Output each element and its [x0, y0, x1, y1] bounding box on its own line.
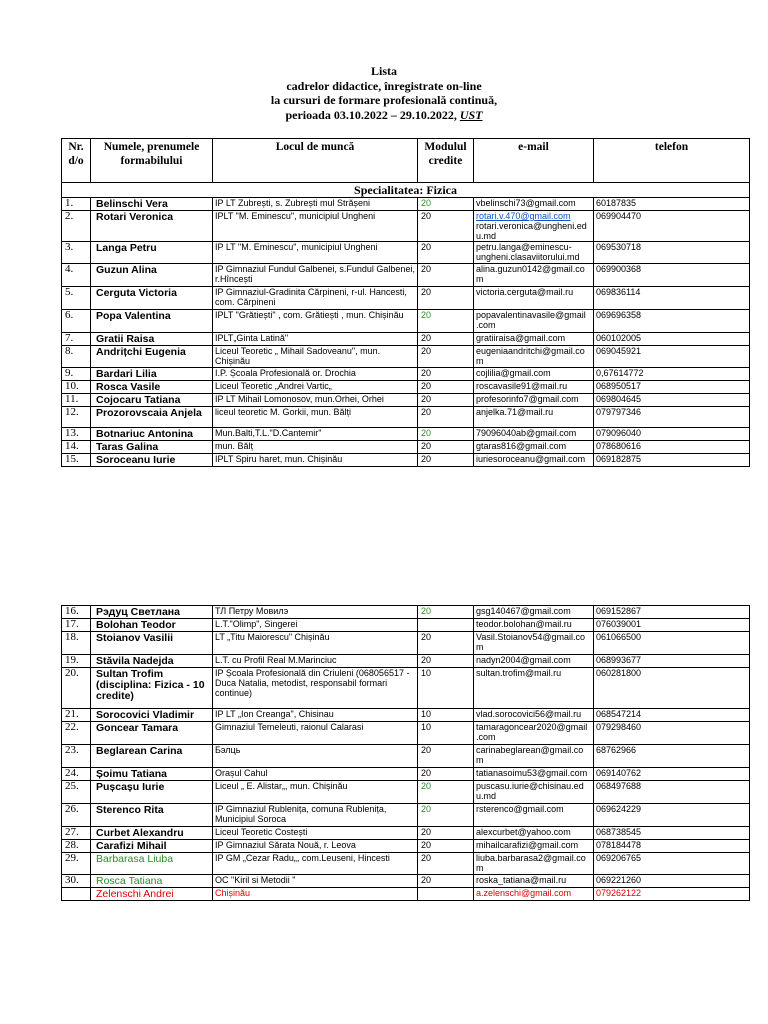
row-number-cell: 12. [62, 407, 91, 428]
credits-cell: 20 [418, 198, 474, 211]
title-line-3: la cursuri de formare profesională continuă, [270, 93, 498, 107]
credits-cell: 20 [418, 428, 474, 441]
phone-cell: 069624229 [594, 804, 750, 827]
email-cell: puscasu.iurie@chisinau.ed u.md [474, 781, 594, 804]
email-cell: gsg140467@gmail.com [474, 606, 594, 619]
email-cell: petru.langa@eminescu-ungheni.clasaviitorului.md [474, 242, 594, 264]
phone-cell: 069152867 [594, 606, 750, 619]
table-row [62, 840, 750, 853]
email-cell: popavalentinavasile@gmail .com [474, 310, 594, 333]
email-cell: roscavasile91@mail.ru [474, 381, 594, 394]
participant-name-cell: Stăvila Nadejda [91, 655, 213, 668]
credits-cell: 20 [418, 804, 474, 827]
row-number-cell: 3. [62, 242, 91, 264]
email-cell: eugeniaandritchi@gmail.co m [474, 346, 594, 368]
credits-cell: 20 [418, 287, 474, 310]
table-row [62, 722, 750, 745]
workplace-cell: ТЛ Петру Мовилэ [213, 606, 418, 619]
participant-name-cell: Stoianov Vasilii [91, 632, 213, 655]
workplace-cell: Бэлць [213, 745, 418, 768]
table-row [62, 346, 750, 368]
email-cell: tatianasoimu53@gmail.com [474, 768, 594, 781]
participant-name-cell: Belinschi Vera [91, 198, 213, 211]
credits-cell: 20 [418, 333, 474, 346]
credits-cell: 20 [418, 745, 474, 768]
participant-name-cell: Guzun Alina [91, 264, 213, 287]
row-number-cell: 6. [62, 310, 91, 333]
credits-cell: 20 [418, 632, 474, 655]
row-number-cell: 25. [62, 781, 91, 804]
phone-cell: 069140762 [594, 768, 750, 781]
row-number-cell: 11. [62, 394, 91, 407]
phone-cell: 079797346 [594, 407, 750, 428]
email-cell: sultan.trofim@mail.ru [474, 668, 594, 709]
phone-cell: 060102005 [594, 333, 750, 346]
phone-cell: 068950517 [594, 381, 750, 394]
participant-name-cell: Sterenco Rita [91, 804, 213, 827]
phone-cell: 068497688 [594, 781, 750, 804]
phone-cell: 069804645 [594, 394, 750, 407]
table-row [62, 768, 750, 781]
credits-cell: 20 [418, 394, 474, 407]
workplace-cell: Gimnaziul Temeleuti, raionul Calarasi [213, 722, 418, 745]
phone-cell: 68762966 [594, 745, 750, 768]
row-number-cell: 24. [62, 768, 91, 781]
row-number-cell: 30. [62, 875, 91, 888]
table-row [62, 198, 750, 211]
phone-cell: 060281800 [594, 668, 750, 709]
participant-name-cell: Taras Galina [91, 441, 213, 454]
phone-cell: 079262122 [594, 888, 750, 901]
table-row [62, 606, 750, 619]
workplace-cell: IPLT Spiru haret, mun. Chișinău [213, 454, 418, 467]
participant-name-cell: Andrițchi Eugenia [91, 346, 213, 368]
row-number-cell: 15. [62, 454, 91, 467]
email-cell: anjelka.71@mail.ru [474, 407, 594, 428]
participant-name-cell: Soroceanu Iurie [91, 454, 213, 467]
phone-cell: 069904470 [594, 211, 750, 242]
email-cell: alexcurbet@yahoo.com [474, 827, 594, 840]
header-name: Numele, prenumele formabilului [91, 139, 213, 183]
row-number-cell: 21. [62, 709, 91, 722]
table-row [62, 441, 750, 454]
participant-name-cell: Bardari Lilia [91, 368, 213, 381]
table-row [62, 454, 750, 467]
table-row [62, 428, 750, 441]
table-row [62, 407, 750, 428]
workplace-cell: IP LT "M. Eminescu", municipiul Ungheni [213, 242, 418, 264]
email-cell: carinabeglarean@gmail.co m [474, 745, 594, 768]
workplace-cell: I.P. Școala Profesională or. Drochia [213, 368, 418, 381]
participant-name-cell: Langa Petru [91, 242, 213, 264]
email-cell: liuba.barbarasa2@gmail.co m [474, 853, 594, 875]
workplace-cell: L.T. cu Profil Real M.Marinciuc [213, 655, 418, 668]
row-number-cell [62, 888, 91, 901]
workplace-cell: L.T."Olimp", Singerei [213, 619, 418, 632]
participant-name-cell: Botnariuc Antonina [91, 428, 213, 441]
workplace-cell: Liceul Teoretic Costești [213, 827, 418, 840]
credits-cell: 20 [418, 441, 474, 454]
row-number-cell: 10. [62, 381, 91, 394]
workplace-cell: IPLT "M. Eminescu", municipiul Ungheni [213, 211, 418, 242]
participant-name-cell: Prozorovscaia Anjela [91, 407, 213, 428]
participant-name-cell: Carafizi Mihail [91, 840, 213, 853]
workplace-cell: IP LT „Ion Creanga", Chisinau [213, 709, 418, 722]
credits-cell: 20 [418, 381, 474, 394]
phone-cell: 069221260 [594, 875, 750, 888]
workplace-cell: mun. Bălț [213, 441, 418, 454]
credits-cell: 20 [418, 242, 474, 264]
table-row [62, 264, 750, 287]
credits-cell: 20 [418, 781, 474, 804]
table-header-row [62, 139, 750, 183]
credits-cell: 20 [418, 368, 474, 381]
phone-cell: 078184478 [594, 840, 750, 853]
table-row [62, 632, 750, 655]
workplace-cell: IP Gimnaziul Fundul Galbenei, s.Fundul Galbenei, r.Hîncești [213, 264, 418, 287]
credits-cell [418, 619, 474, 632]
credits-cell: 20 [418, 655, 474, 668]
credits-cell: 10 [418, 722, 474, 745]
email-cell: 79096040ab@gmail.com [474, 428, 594, 441]
table-row [62, 655, 750, 668]
participant-name-cell: Șoimu Tatiana [91, 768, 213, 781]
header-phone: telefon [594, 139, 750, 183]
title-ust: UST [459, 107, 483, 122]
header-work: Locul de muncă [213, 139, 418, 183]
title-line-1: Lista [370, 64, 397, 78]
credits-cell: 20 [418, 840, 474, 853]
credits-cell [418, 888, 474, 901]
phone-cell: 068547214 [594, 709, 750, 722]
specialty-row [62, 183, 750, 198]
participants-table-part-1 [61, 138, 750, 467]
email-cell: cojlilia@gmail.com [474, 368, 594, 381]
email-cell: victoria.cerguta@mail.ru [474, 287, 594, 310]
credits-cell: 10 [418, 709, 474, 722]
workplace-cell: IP Școala Profesională din Criuleni (068056517 - Duca Natalia, metodist, responsabil formari continue) [213, 668, 418, 709]
row-number-cell: 19. [62, 655, 91, 668]
credits-cell: 20 [418, 407, 474, 428]
workplace-cell: IPLT„Ginta Latină" [213, 333, 418, 346]
row-number-cell: 17. [62, 619, 91, 632]
header-module: Modulul credite [418, 139, 474, 183]
header-nr: Nr. d/o [62, 139, 91, 183]
row-number-cell: 20. [62, 668, 91, 709]
phone-cell: 069182875 [594, 454, 750, 467]
participant-name-cell: Gratii Raisa [91, 333, 213, 346]
table-row [62, 745, 750, 768]
workplace-cell: Liceul Teoretic „ Mihail Sadoveanu", mun. Chișinău [213, 346, 418, 368]
table-row [62, 827, 750, 840]
row-number-cell: 23. [62, 745, 91, 768]
credits-cell: 10 [418, 668, 474, 709]
credits-cell: 20 [418, 875, 474, 888]
participant-name-cell: Bolohan Teodor [91, 619, 213, 632]
row-number-cell: 7. [62, 333, 91, 346]
table-row [62, 619, 750, 632]
specialty-label: Specialitatea: Fizica [62, 183, 750, 198]
phone-cell: 069206765 [594, 853, 750, 875]
email-cell: nadyn2004@gmail.com [474, 655, 594, 668]
table-row [62, 668, 750, 709]
participant-name-cell: Popa Valentina [91, 310, 213, 333]
row-number-cell: 22. [62, 722, 91, 745]
email-cell: gratiiraisa@gmail.com [474, 333, 594, 346]
email-cell: tamaragoncear2020@gmail .com [474, 722, 594, 745]
credits-cell: 20 [418, 264, 474, 287]
email-cell: iuriesoroceanu@gmail.com [474, 454, 594, 467]
table-row [62, 781, 750, 804]
email-cell: roska_tatiana@mail.ru [474, 875, 594, 888]
row-number-cell: 14. [62, 441, 91, 454]
credits-cell: 20 [418, 310, 474, 333]
participant-name-cell: Sorocovici Vladimir [91, 709, 213, 722]
phone-cell: 079298460 [594, 722, 750, 745]
phone-cell: 061066500 [594, 632, 750, 655]
workplace-cell: IP LT Mihail Lomonosov, mun.Orhei, Orhei [213, 394, 418, 407]
phone-cell: 069045921 [594, 346, 750, 368]
workplace-cell: IP Gimnaziul Sărata Nouă, r. Leova [213, 840, 418, 853]
phone-cell: 60187835 [594, 198, 750, 211]
table-row [62, 804, 750, 827]
workplace-cell: IP Gimnaziul-Gradinita Cărpineni, r-ul. Hancesti, com. Cărpineni [213, 287, 418, 310]
table-row [62, 888, 750, 901]
participant-name-cell: Рэдуц Светлана [91, 606, 213, 619]
credits-cell: 20 [418, 606, 474, 619]
workplace-cell: OC "Kiril si Metodii " [213, 875, 418, 888]
workplace-cell: IP GM „Cezar Radu„, com.Leuseni, Hincesti [213, 853, 418, 875]
phone-cell: 069696358 [594, 310, 750, 333]
row-number-cell: 27. [62, 827, 91, 840]
table-row [62, 394, 750, 407]
credits-cell: 20 [418, 768, 474, 781]
table-row [62, 368, 750, 381]
row-number-cell: 13. [62, 428, 91, 441]
table-row [62, 310, 750, 333]
document-title [0, 64, 768, 122]
credits-cell: 20 [418, 827, 474, 840]
phone-cell: 076039001 [594, 619, 750, 632]
email-cell: Vasil.Stoianov54@gmail.co m [474, 632, 594, 655]
row-number-cell: 2. [62, 211, 91, 242]
participant-name-cell: Pușcașu Iurie [91, 781, 213, 804]
phone-cell: 068993677 [594, 655, 750, 668]
participant-name-cell: Beglarean Carina [91, 745, 213, 768]
table-row [62, 709, 750, 722]
row-number-cell: 4. [62, 264, 91, 287]
row-number-cell: 18. [62, 632, 91, 655]
participant-name-cell: Cojocaru Tatiana [91, 394, 213, 407]
email-cell: mihailcarafizi@gmail.com [474, 840, 594, 853]
email-cell: rsterenco@gmail.com [474, 804, 594, 827]
table-row [62, 242, 750, 264]
phone-cell: 0,67614772 [594, 368, 750, 381]
workplace-cell: IP Gimnaziul Rublenița, comuna Rublenița, Municipiul Soroca [213, 804, 418, 827]
row-number-cell: 16. [62, 606, 91, 619]
credits-cell: 20 [418, 211, 474, 242]
participant-name-cell: Cerguta Victoria [91, 287, 213, 310]
workplace-cell: Liceul Teoretic „Andrei Vartic„ [213, 381, 418, 394]
table-row [62, 287, 750, 310]
table-row [62, 211, 750, 242]
credits-cell: 20 [418, 346, 474, 368]
row-number-cell: 8. [62, 346, 91, 368]
credits-cell: 20 [418, 454, 474, 467]
table-body-part-1 [62, 198, 750, 467]
participant-name-cell: Rosca Vasile [91, 381, 213, 394]
email-cell: gtaras816@gmail.com [474, 441, 594, 454]
email-cell: vbelinschi73@gmail.com [474, 198, 594, 211]
credits-cell: 20 [418, 853, 474, 875]
row-number-cell: 1. [62, 198, 91, 211]
email-cell: vlad.sorocovici56@mail.ru [474, 709, 594, 722]
table-row [62, 381, 750, 394]
workplace-cell: Chișinău [213, 888, 418, 901]
workplace-cell: IP LT Zubrești, s. Zubrești mul Strășeni [213, 198, 418, 211]
participant-name-cell: Goncear Tamara [91, 722, 213, 745]
title-period: perioada 03.10.2022 – 29.10.2022, [285, 107, 460, 122]
title-line-4 [0, 108, 768, 123]
row-number-cell: 29. [62, 853, 91, 875]
email-cell: a.zelenschi@gmail.com [474, 888, 594, 901]
row-number-cell: 5. [62, 287, 91, 310]
workplace-cell: IPLT "Grătiești" , com. Grătiești , mun. Chișinău [213, 310, 418, 333]
phone-cell: 079096040 [594, 428, 750, 441]
email-cell: teodor.bolohan@mail.ru [474, 619, 594, 632]
table-row [62, 875, 750, 888]
phone-cell: 069530718 [594, 242, 750, 264]
email-cell: profesorinfo7@gmail.com [474, 394, 594, 407]
participant-name-cell: Sultan Trofim (disciplina: Fizica - 10 credite) [91, 668, 213, 709]
participant-name-cell: Curbet Alexandru [91, 827, 213, 840]
phone-cell: 069900368 [594, 264, 750, 287]
title-line-2: cadrelor didactice, înregistrate on-line [286, 78, 482, 93]
table-body-part-2 [62, 606, 750, 901]
email-link[interactable]: rotari.v.470@gmail.com [476, 211, 571, 221]
participant-name-cell: Rosca Tatiana [91, 875, 213, 888]
email-cell [474, 211, 594, 242]
header-email: e-mail [474, 139, 594, 183]
table-row [62, 333, 750, 346]
workplace-cell: liceul teoretic M. Gorkii, mun. Bălți [213, 407, 418, 428]
workplace-cell: Orașul Cahul [213, 768, 418, 781]
workplace-cell: Mun.Balti,T.L."D.Cantemir" [213, 428, 418, 441]
participant-name-cell: Barbarasa Liuba [91, 853, 213, 875]
phone-cell: 078680616 [594, 441, 750, 454]
phone-cell: 068738545 [594, 827, 750, 840]
row-number-cell: 26. [62, 804, 91, 827]
participant-name-cell: Rotari Veronica [91, 211, 213, 242]
phone-cell: 069836114 [594, 287, 750, 310]
workplace-cell: LT „Titu Maiorescu" Chișinău [213, 632, 418, 655]
participant-name-cell: Zelenschi Andrei [91, 888, 213, 901]
row-number-cell: 28. [62, 840, 91, 853]
row-number-cell: 9. [62, 368, 91, 381]
participants-table-part-2 [61, 605, 750, 901]
table-row [62, 853, 750, 875]
email-cell: alina.guzun0142@gmail.co m [474, 264, 594, 287]
workplace-cell: Liceul „ E. Alistar„, mun. Chișinău [213, 781, 418, 804]
email-secondary: rotari.veronica@ungheni.ed u.md [476, 221, 587, 241]
